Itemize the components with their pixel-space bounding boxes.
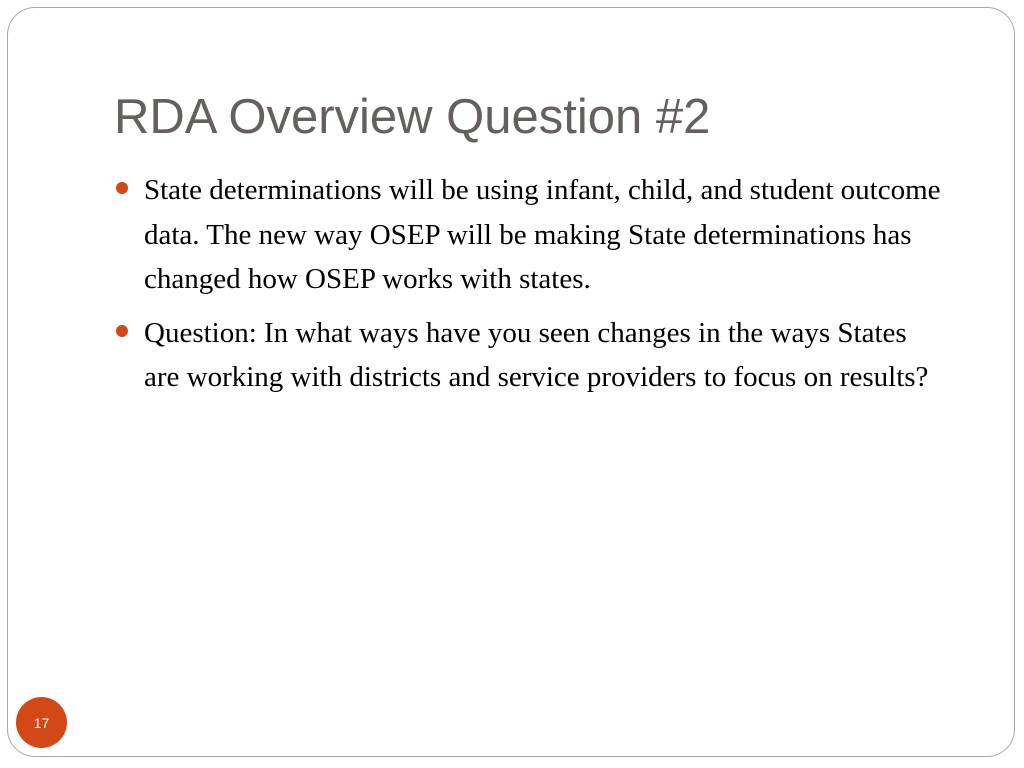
bullet-dot-icon	[116, 325, 128, 337]
bullet-text-2: Question: In what ways have you seen changes in the ways States are working with districts and service providers to focus on results?	[144, 316, 929, 393]
slide-title: RDA Overview Question #2	[114, 90, 711, 144]
bullet-text-1: State determinations will be using infant, child, and student outcome data. The new way OSEP will be making State determinations has changed how OSEP works with states.	[144, 174, 941, 295]
bullet-dot-icon	[116, 182, 128, 194]
page-number-badge	[16, 697, 67, 748]
bullet-item-2	[114, 311, 944, 400]
page-number: 17	[33, 714, 50, 731]
bullet-list	[114, 168, 944, 409]
bullet-item-1	[114, 168, 944, 302]
